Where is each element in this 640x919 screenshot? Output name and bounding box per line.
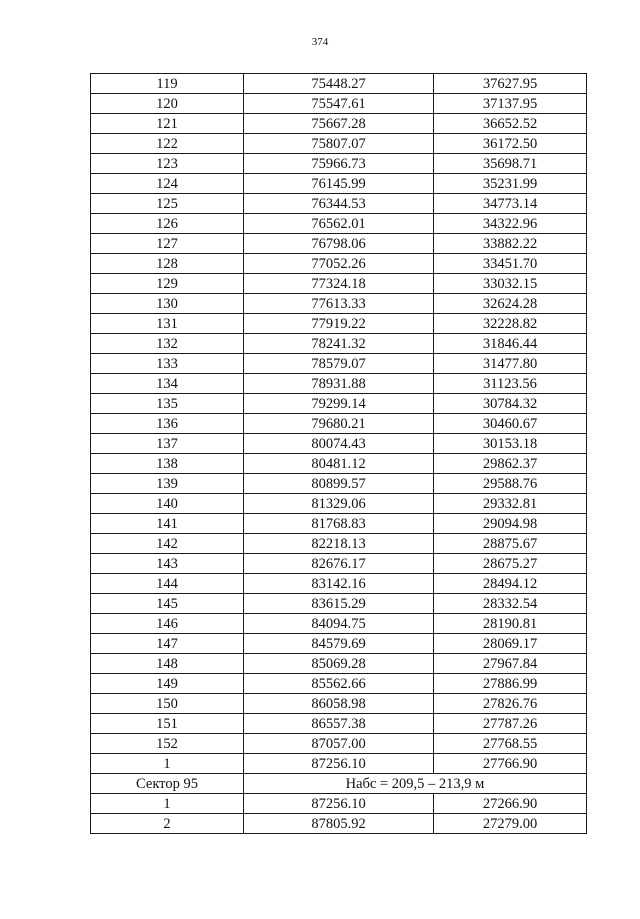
- coordinates-table-body: [91, 74, 587, 834]
- y-coordinate-cell: 30460.67: [434, 414, 587, 434]
- point-number-cell: 130: [91, 294, 244, 314]
- point-number-cell: 132: [91, 334, 244, 354]
- y-coordinate-cell: 29862.37: [434, 454, 587, 474]
- y-coordinate-cell: 28190.81: [434, 614, 587, 634]
- table-row: [91, 134, 587, 154]
- table-row: [91, 114, 587, 134]
- table-row: [91, 594, 587, 614]
- y-coordinate-cell: 28494.12: [434, 574, 587, 594]
- point-number-cell: 135: [91, 394, 244, 414]
- y-coordinate-cell: 31477.80: [434, 354, 587, 374]
- x-coordinate-cell: 76344.53: [244, 194, 434, 214]
- sector-label: Сектор 95: [91, 774, 244, 794]
- point-number-cell: 143: [91, 554, 244, 574]
- y-coordinate-cell: 31123.56: [434, 374, 587, 394]
- x-coordinate-cell: 87256.10: [244, 794, 434, 814]
- point-number-cell: 131: [91, 314, 244, 334]
- table-row: [91, 614, 587, 634]
- x-coordinate-cell: 76562.01: [244, 214, 434, 234]
- x-coordinate-cell: 75448.27: [244, 74, 434, 94]
- point-number-cell: 123: [91, 154, 244, 174]
- x-coordinate-cell: 82676.17: [244, 554, 434, 574]
- table-row: [91, 474, 587, 494]
- coordinates-table: [90, 73, 587, 834]
- point-number-cell: 136: [91, 414, 244, 434]
- x-coordinate-cell: 81329.06: [244, 494, 434, 514]
- point-number-cell: 119: [91, 74, 244, 94]
- x-coordinate-cell: 77613.33: [244, 294, 434, 314]
- y-coordinate-cell: 35698.71: [434, 154, 587, 174]
- x-coordinate-cell: 75966.73: [244, 154, 434, 174]
- x-coordinate-cell: 79299.14: [244, 394, 434, 414]
- y-coordinate-cell: 31846.44: [434, 334, 587, 354]
- y-coordinate-cell: 28332.54: [434, 594, 587, 614]
- x-coordinate-cell: 83142.16: [244, 574, 434, 594]
- point-number-cell: 128: [91, 254, 244, 274]
- point-number-cell: 124: [91, 174, 244, 194]
- y-coordinate-cell: 37627.95: [434, 74, 587, 94]
- point-number-cell: 138: [91, 454, 244, 474]
- y-coordinate-cell: 36172.50: [434, 134, 587, 154]
- x-coordinate-cell: 83615.29: [244, 594, 434, 614]
- x-coordinate-cell: 85562.66: [244, 674, 434, 694]
- y-coordinate-cell: 33882.22: [434, 234, 587, 254]
- x-coordinate-cell: 84094.75: [244, 614, 434, 634]
- point-number-cell: 152: [91, 734, 244, 754]
- y-coordinate-cell: 28875.67: [434, 534, 587, 554]
- point-number-cell: 134: [91, 374, 244, 394]
- y-coordinate-cell: 27886.99: [434, 674, 587, 694]
- point-number-cell: 149: [91, 674, 244, 694]
- x-coordinate-cell: 78931.88: [244, 374, 434, 394]
- y-coordinate-cell: 37137.95: [434, 94, 587, 114]
- y-coordinate-cell: 27967.84: [434, 654, 587, 674]
- point-number-cell: 125: [91, 194, 244, 214]
- x-coordinate-cell: 77052.26: [244, 254, 434, 274]
- point-number-cell: 150: [91, 694, 244, 714]
- table-row: [91, 434, 587, 454]
- point-number-cell: 142: [91, 534, 244, 554]
- table-row: [91, 214, 587, 234]
- y-coordinate-cell: 30784.32: [434, 394, 587, 414]
- x-coordinate-cell: 76798.06: [244, 234, 434, 254]
- x-coordinate-cell: 75667.28: [244, 114, 434, 134]
- point-number-cell: 122: [91, 134, 244, 154]
- x-coordinate-cell: 77919.22: [244, 314, 434, 334]
- table-row: [91, 194, 587, 214]
- x-coordinate-cell: 76145.99: [244, 174, 434, 194]
- table-row: [91, 674, 587, 694]
- y-coordinate-cell: 29094.98: [434, 514, 587, 534]
- point-number-cell: 121: [91, 114, 244, 134]
- y-coordinate-cell: 32624.28: [434, 294, 587, 314]
- point-number-cell: 120: [91, 94, 244, 114]
- point-number-cell: 151: [91, 714, 244, 734]
- point-number-cell: 140: [91, 494, 244, 514]
- point-number-cell: 126: [91, 214, 244, 234]
- y-coordinate-cell: 35231.99: [434, 174, 587, 194]
- table-row: [91, 754, 587, 774]
- table-row: [91, 794, 587, 814]
- table-row: [91, 154, 587, 174]
- y-coordinate-cell: 36652.52: [434, 114, 587, 134]
- table-row: [91, 74, 587, 94]
- x-coordinate-cell: 87256.10: [244, 754, 434, 774]
- table-row: [91, 374, 587, 394]
- x-coordinate-cell: 75547.61: [244, 94, 434, 114]
- x-coordinate-cell: 82218.13: [244, 534, 434, 554]
- table-row: [91, 494, 587, 514]
- table-row: [91, 354, 587, 374]
- x-coordinate-cell: 84579.69: [244, 634, 434, 654]
- table-row: [91, 274, 587, 294]
- y-coordinate-cell: 32228.82: [434, 314, 587, 334]
- y-coordinate-cell: 27766.90: [434, 754, 587, 774]
- table-row: [91, 414, 587, 434]
- table-row: [91, 94, 587, 114]
- y-coordinate-cell: 27279.00: [434, 814, 587, 834]
- point-number-cell: 133: [91, 354, 244, 374]
- point-number-cell: 2: [91, 814, 244, 834]
- x-coordinate-cell: 80074.43: [244, 434, 434, 454]
- y-coordinate-cell: 27826.76: [434, 694, 587, 714]
- table-row: [91, 534, 587, 554]
- x-coordinate-cell: 75807.07: [244, 134, 434, 154]
- table-row: [91, 294, 587, 314]
- x-coordinate-cell: 79680.21: [244, 414, 434, 434]
- x-coordinate-cell: 78579.07: [244, 354, 434, 374]
- table-row: [91, 694, 587, 714]
- sector-header-row: [91, 774, 587, 794]
- table-row: [91, 514, 587, 534]
- point-number-cell: 147: [91, 634, 244, 654]
- y-coordinate-cell: 27787.26: [434, 714, 587, 734]
- point-number-cell: 127: [91, 234, 244, 254]
- sector-height-range: Набс = 209,5 – 213,9 м: [244, 774, 587, 794]
- table-row: [91, 714, 587, 734]
- x-coordinate-cell: 85069.28: [244, 654, 434, 674]
- x-coordinate-cell: 78241.32: [244, 334, 434, 354]
- point-number-cell: 129: [91, 274, 244, 294]
- y-coordinate-cell: 33032.15: [434, 274, 587, 294]
- x-coordinate-cell: 87805.92: [244, 814, 434, 834]
- x-coordinate-cell: 77324.18: [244, 274, 434, 294]
- y-coordinate-cell: 27768.55: [434, 734, 587, 754]
- table-row: [91, 174, 587, 194]
- table-row: [91, 254, 587, 274]
- x-coordinate-cell: 80899.57: [244, 474, 434, 494]
- x-coordinate-cell: 81768.83: [244, 514, 434, 534]
- point-number-cell: 1: [91, 794, 244, 814]
- table-row: [91, 394, 587, 414]
- point-number-cell: 148: [91, 654, 244, 674]
- point-number-cell: 145: [91, 594, 244, 614]
- table-row: [91, 334, 587, 354]
- x-coordinate-cell: 86557.38: [244, 714, 434, 734]
- table-row: [91, 234, 587, 254]
- x-coordinate-cell: 80481.12: [244, 454, 434, 474]
- y-coordinate-cell: 27266.90: [434, 794, 587, 814]
- table-row: [91, 654, 587, 674]
- y-coordinate-cell: 28069.17: [434, 634, 587, 654]
- table-row: [91, 314, 587, 334]
- table-row: [91, 734, 587, 754]
- y-coordinate-cell: 34773.14: [434, 194, 587, 214]
- page-number: 374: [311, 36, 329, 48]
- point-number-cell: 144: [91, 574, 244, 594]
- y-coordinate-cell: 29588.76: [434, 474, 587, 494]
- y-coordinate-cell: 30153.18: [434, 434, 587, 454]
- table-row: [91, 574, 587, 594]
- y-coordinate-cell: 29332.81: [434, 494, 587, 514]
- table-row: [91, 634, 587, 654]
- point-number-cell: 139: [91, 474, 244, 494]
- y-coordinate-cell: 33451.70: [434, 254, 587, 274]
- x-coordinate-cell: 87057.00: [244, 734, 434, 754]
- y-coordinate-cell: 34322.96: [434, 214, 587, 234]
- x-coordinate-cell: 86058.98: [244, 694, 434, 714]
- table-row: [91, 814, 587, 834]
- point-number-cell: 146: [91, 614, 244, 634]
- table-row: [91, 454, 587, 474]
- y-coordinate-cell: 28675.27: [434, 554, 587, 574]
- point-number-cell: 1: [91, 754, 244, 774]
- point-number-cell: 141: [91, 514, 244, 534]
- table-row: [91, 554, 587, 574]
- point-number-cell: 137: [91, 434, 244, 454]
